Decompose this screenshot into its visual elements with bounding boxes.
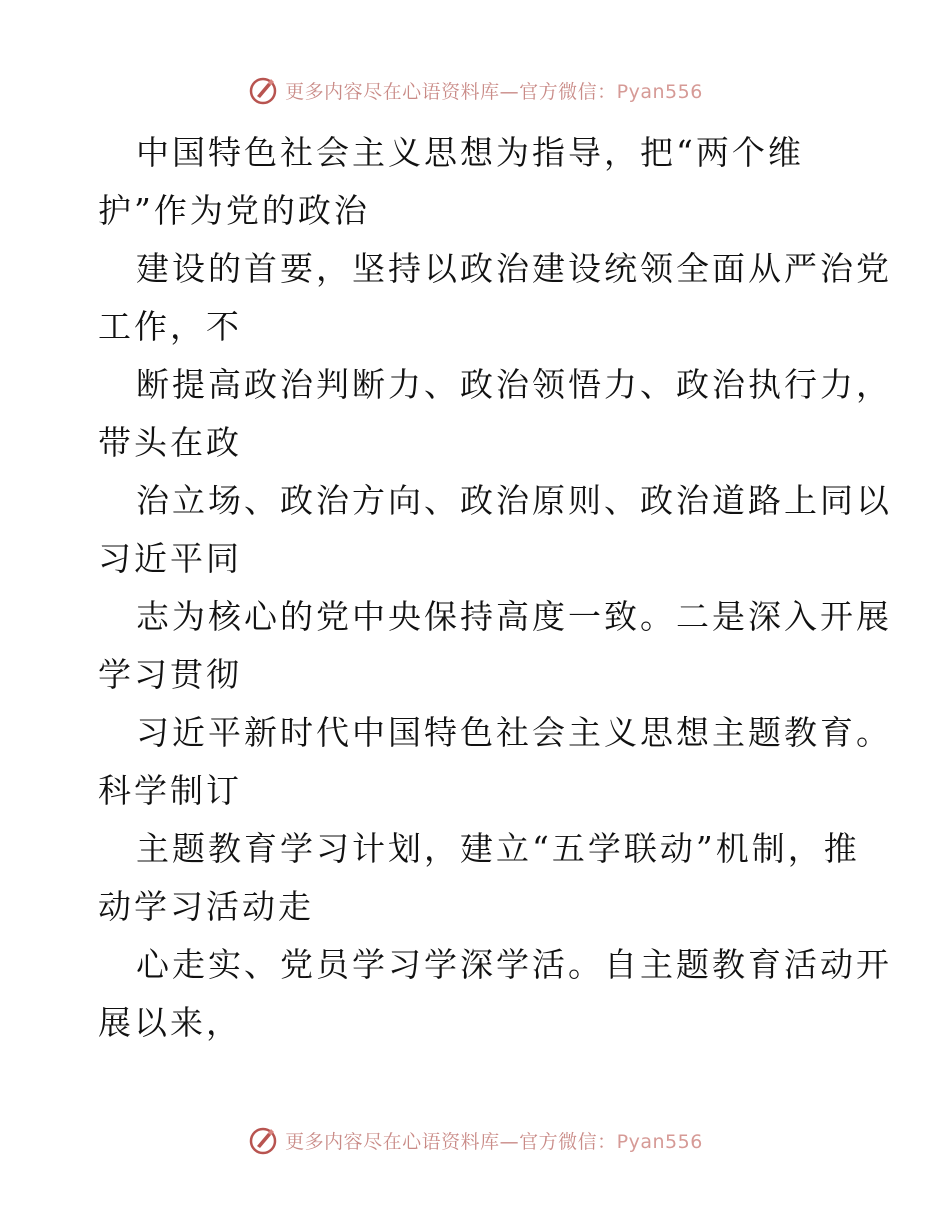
text-line: 动学习活动走 (98, 887, 314, 926)
header-watermark (0, 70, 950, 110)
text-line: 习近平新时代中国特色社会主义思想主题教育。 (136, 713, 892, 752)
text-line: 心走实、党员学习学深学活。自主题教育活动开 (136, 945, 892, 984)
text-line: 志为核心的党中央保持高度一致。二是深入开展 (136, 597, 892, 636)
text-line: 带头在政 (98, 423, 242, 462)
watermark-id: Pyan556 (616, 80, 703, 103)
text-line: 治立场、政治方向、政治原则、政治道路上同以 (136, 481, 892, 520)
watermark-text (285, 77, 703, 104)
pen-logo-icon (247, 1124, 279, 1156)
text-line: 学习贯彻 (98, 655, 242, 694)
text-line: 展以来， (98, 1003, 242, 1042)
watermark-main: 更多内容尽在心语资料库—官方微信： (285, 1130, 617, 1153)
text-line: 工作，不 (98, 307, 242, 346)
text-line: 主题教育学习计划，建立“五学联动”机制，推 (136, 829, 860, 868)
text-line: 中国特色社会主义思想为指导，把“两个维 (136, 133, 804, 172)
document-body (98, 124, 892, 1052)
text-line: 建设的首要，坚持以政治建设统领全面从严治党 (136, 249, 892, 288)
text-line: 科学制订 (98, 771, 242, 810)
text-line: 断提高政治判断力、政治领悟力、政治执行力， (136, 365, 892, 404)
text-line: 习近平同 (98, 539, 242, 578)
text-line: 护”作为党的政治 (98, 191, 370, 230)
watermark-main: 更多内容尽在心语资料库—官方微信： (285, 80, 617, 103)
watermark-id: Pyan556 (616, 1130, 703, 1153)
footer-watermark (0, 1120, 950, 1160)
watermark-text (285, 1127, 703, 1154)
pen-logo-icon (247, 74, 279, 106)
